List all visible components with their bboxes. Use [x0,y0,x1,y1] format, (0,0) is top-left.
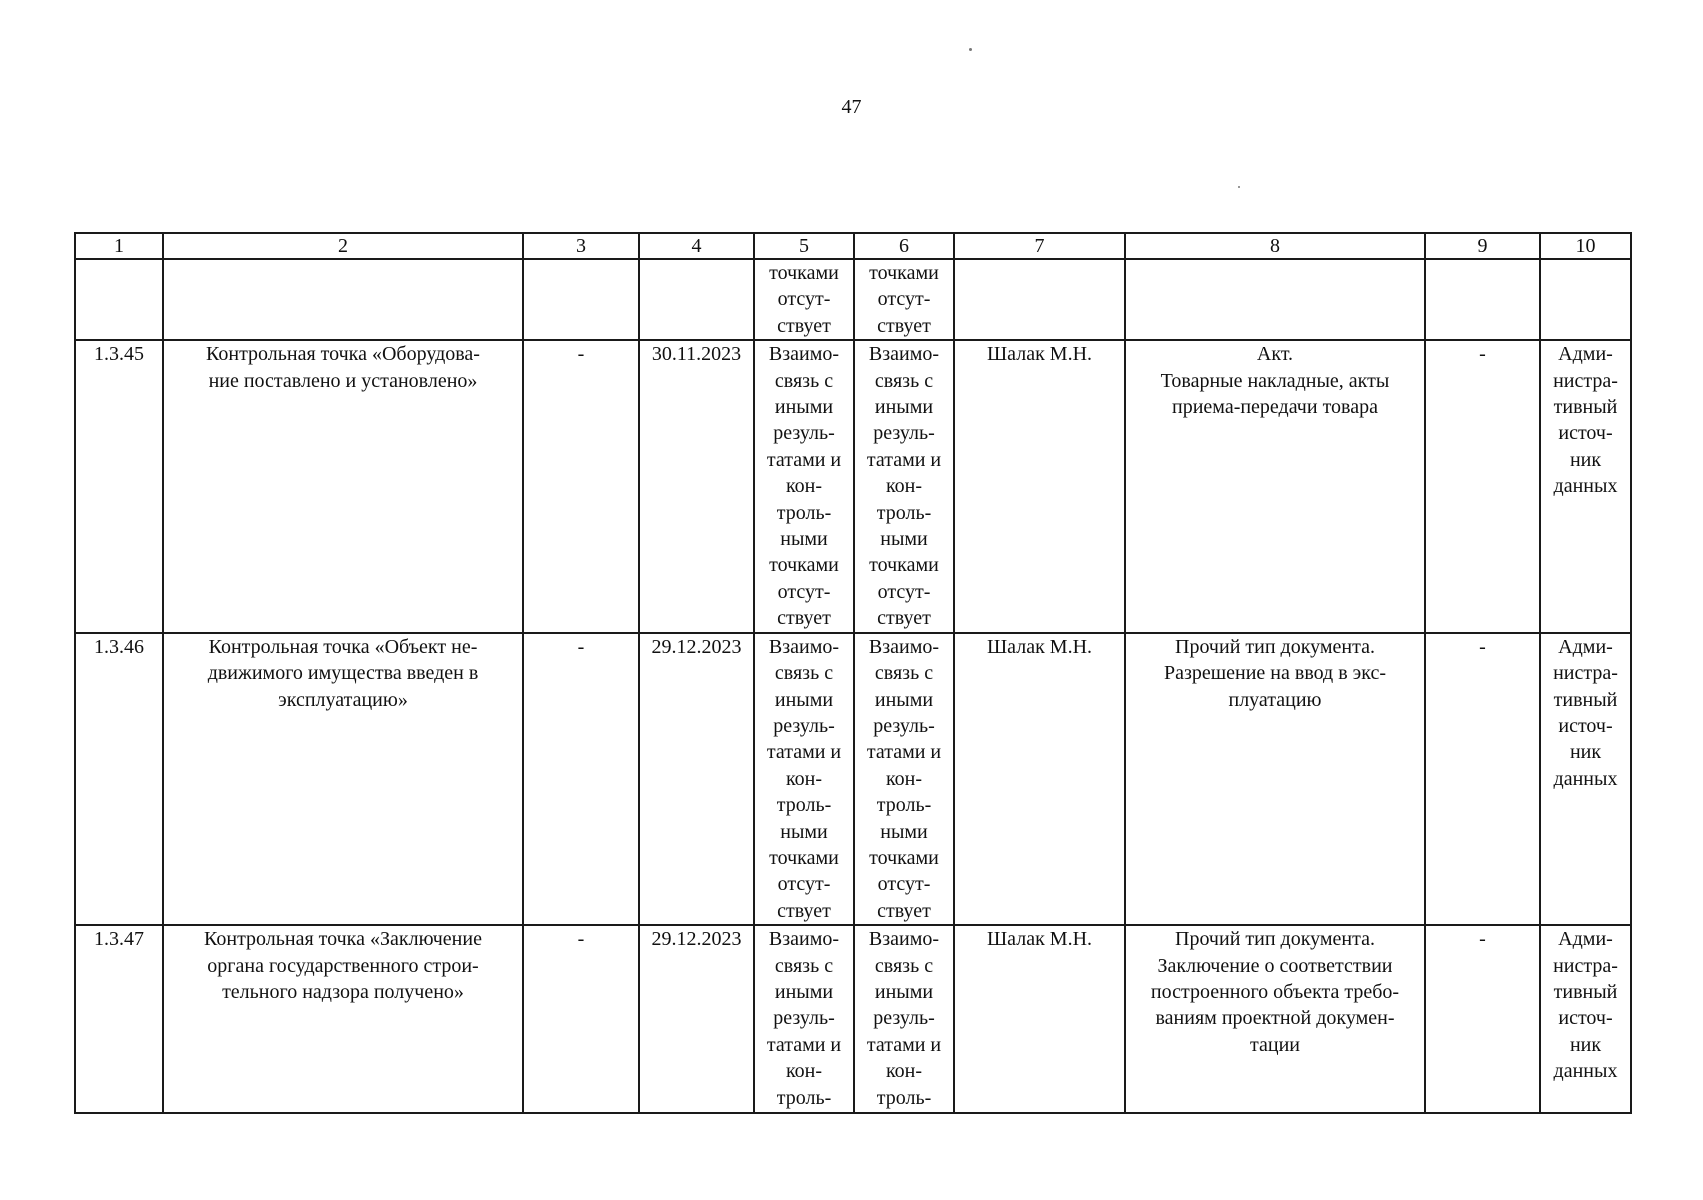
control-points-table [74,232,1632,1114]
checkpoint-name-cell: Контрольная точка «Заключение органа государственного строи- тельного надзора получено» [163,925,523,1113]
row-number-cell: 1.3.45 [75,340,163,632]
column-number: 9 [1425,233,1540,259]
scan-speck [969,48,972,51]
table-row [75,633,1631,925]
row-number-cell: 1.3.47 [75,925,163,1113]
responsible-cell: Шалак М.Н. [954,925,1125,1113]
relation-results-cell: точками отсут- ствует [754,259,854,340]
empty-cell [1125,259,1425,340]
column-number: 1 [75,233,163,259]
continuation-row [75,259,1631,340]
dash-cell: - [1425,340,1540,632]
table-row [75,340,1631,632]
responsible-cell: Шалак М.Н. [954,340,1125,632]
document-cell: Прочий тип документа. Заключение о соответствии построенного объекта требо- ваниям проектной докумен- тации [1125,925,1425,1113]
dash-cell: - [1425,633,1540,925]
scan-speck [1238,186,1240,188]
dash-cell: - [523,340,639,632]
document-cell: Акт. Товарные накладные, акты приема-передачи товара [1125,340,1425,632]
empty-cell [523,259,639,340]
empty-cell [75,259,163,340]
dash-cell: - [523,925,639,1113]
empty-cell [163,259,523,340]
column-number: 8 [1125,233,1425,259]
date-cell: 29.12.2023 [639,925,754,1113]
column-number-row [75,233,1631,259]
column-number: 5 [754,233,854,259]
relation-results-cell: Взаимо- связь с иными резуль- татами и кон- троль- ными точками отсут- ствует [754,340,854,632]
relation-checkpoints-cell: Взаимо- связь с иными резуль- татами и кон- троль- ными точками отсут- ствует [854,633,954,925]
column-number: 4 [639,233,754,259]
dash-cell: - [523,633,639,925]
empty-cell [1425,259,1540,340]
relation-checkpoints-cell: точками отсут- ствует [854,259,954,340]
column-number: 7 [954,233,1125,259]
page-number: 47 [841,96,862,118]
relation-checkpoints-cell: Взаимо- связь с иными резуль- татами и кон- троль- ными точками отсут- ствует [854,340,954,632]
column-number: 3 [523,233,639,259]
data-source-cell: Адми- нистра- тивный источ- ник данных [1540,633,1631,925]
column-number: 6 [854,233,954,259]
date-cell: 30.11.2023 [639,340,754,632]
date-cell: 29.12.2023 [639,633,754,925]
checkpoint-name-cell: Контрольная точка «Объект не- движимого имущества введен в эксплуатацию» [163,633,523,925]
table-row [75,925,1631,1113]
relation-results-cell: Взаимо- связь с иными резуль- татами и кон- троль- [754,925,854,1113]
responsible-cell: Шалак М.Н. [954,633,1125,925]
relation-results-cell: Взаимо- связь с иными резуль- татами и кон- троль- ными точками отсут- ствует [754,633,854,925]
relation-checkpoints-cell: Взаимо- связь с иными резуль- татами и кон- троль- [854,925,954,1113]
empty-cell [1540,259,1631,340]
empty-cell [639,259,754,340]
column-number: 10 [1540,233,1631,259]
dash-cell: - [1425,925,1540,1113]
data-source-cell: Адми- нистра- тивный источ- ник данных [1540,340,1631,632]
checkpoint-name-cell: Контрольная точка «Оборудова- ние поставлено и установлено» [163,340,523,632]
document-cell: Прочий тип документа. Разрешение на ввод в экс- плуатацию [1125,633,1425,925]
row-number-cell: 1.3.46 [75,633,163,925]
data-source-cell: Адми- нистра- тивный источ- ник данных [1540,925,1631,1113]
column-number: 2 [163,233,523,259]
empty-cell [954,259,1125,340]
